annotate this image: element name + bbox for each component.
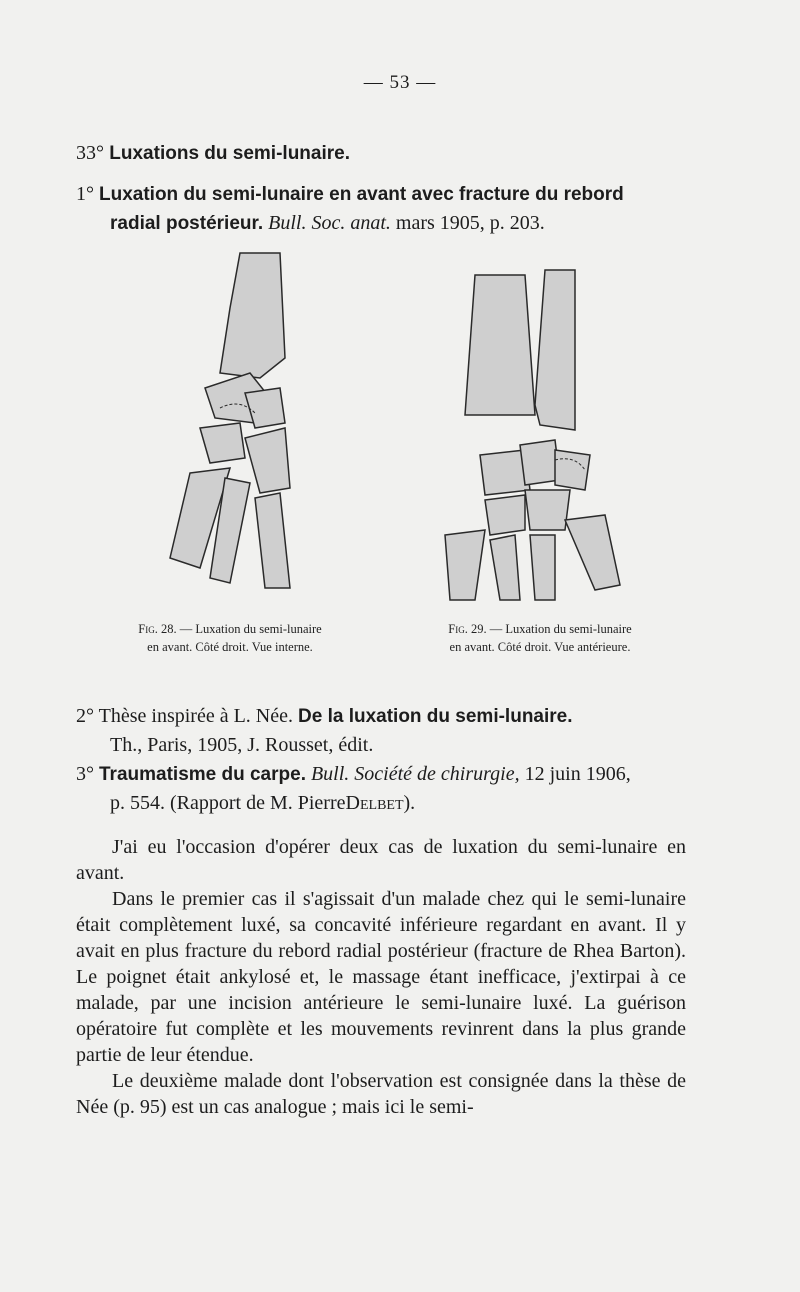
reference-entry-1	[76, 180, 696, 238]
figure-label: Fig. 28.	[138, 622, 177, 636]
figure-29-illustration	[425, 265, 635, 605]
entry-title: Luxation du semi-lunaire en avant avec fracture du rebord	[99, 184, 624, 205]
section-title: Luxations du semi-lunaire.	[109, 143, 350, 164]
section-heading	[76, 142, 350, 165]
entry-journal: Bull. Soc. anat.	[268, 212, 391, 234]
entry-title: Traumatisme du carpe.	[99, 764, 306, 785]
entry-date: 12 juin 1906,	[524, 763, 631, 785]
figure-29-caption	[385, 620, 695, 656]
reference-entry-2	[76, 702, 696, 759]
entry-text: Thèse inspirée à L. Née.	[98, 705, 293, 727]
entry-number: 3°	[76, 763, 94, 785]
caption-line: en avant. Côté droit. Vue antérieure.	[449, 640, 631, 654]
caption-line: — Luxation du semi-lunaire	[179, 622, 322, 636]
caption-line: — Luxation du semi-lunaire	[489, 622, 632, 636]
paragraph-1: J'ai eu l'occasion d'opérer deux cas de luxation du semi-lunaire en avant.	[76, 836, 686, 884]
entry-close: ).	[403, 792, 416, 814]
caption-line: en avant. Côté droit. Vue interne.	[147, 640, 313, 654]
entry-number: 1°	[76, 183, 94, 205]
entry-title-cont: radial postérieur.	[110, 213, 264, 234]
reference-entry-3	[76, 760, 696, 817]
paragraph-3: Le deuxième malade dont l'observation est consignée dans la thèse de Née (p. 95) est un cas analogue ; mais ici le semi-	[76, 1070, 686, 1118]
entry-author: Delbet	[345, 792, 404, 814]
entry-number: 2°	[76, 705, 94, 727]
figure-28-illustration	[160, 248, 330, 598]
figure-label: Fig. 29.	[448, 622, 487, 636]
figure-28-caption	[80, 620, 380, 656]
entry-title: De la luxation du semi-lunaire.	[298, 706, 573, 727]
entry-publisher: Th., Paris, 1905, J. Rousset, édit.	[110, 734, 374, 756]
paragraph-2: Dans le premier cas il s'agissait d'un malade chez qui le semi-lunaire était complètement luxé, sa concavité inférieure regardant en avant. Il y avait en plus fracture du rebord radial postérieur (fracture de Rhea Barton). Le poignet était ankylosé et, le massage étant inefficace, j'extirpai à ce malade, par une incision antérieure le semi-lunaire luxé. La guérison opératoire fut complète et les mouvements revinrent dans la plus grande partie de leur étendue.	[76, 888, 686, 1066]
entry-journal: Bull. Société de chirurgie,	[310, 763, 520, 785]
entry-date: mars 1905, p. 203.	[395, 212, 545, 234]
page-number: — 53 —	[363, 72, 437, 93]
body-text	[76, 834, 686, 1120]
section-number: 33°	[76, 142, 104, 164]
entry-report: p. 554. (Rapport de M. Pierre	[110, 792, 346, 814]
